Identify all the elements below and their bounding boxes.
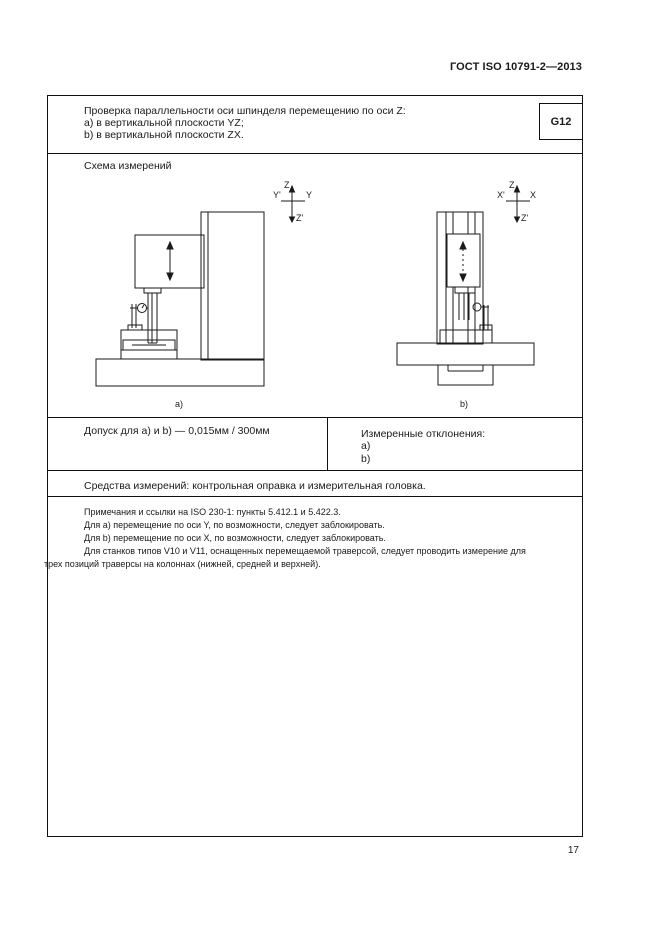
- notes-line-3: Для b) перемещение по оси X, по возможности, следует заблокировать.: [84, 533, 386, 543]
- notes-line-2: Для a) перемещение по оси Y, по возможности, следует заблокировать.: [84, 520, 385, 530]
- axis-b-z-prime: Z': [521, 213, 529, 223]
- row-divider: [48, 496, 582, 497]
- check-title: Проверка параллельности оси шпинделя перемещению по оси Z:: [84, 105, 406, 117]
- axis-a-z: Z: [284, 180, 290, 190]
- diagram-heading: Схема измерений: [84, 160, 172, 172]
- check-code-box: [539, 103, 583, 140]
- instruments-text: Средства измерений: контрольная оправка и измерительная головка.: [84, 480, 426, 492]
- machine-front-view: [397, 212, 534, 385]
- check-item-b: b) в вертикальной плоскости ZX.: [84, 129, 244, 141]
- notes-line-5: трех позиций траверсы на колоннах (нижней, средней и верхней).: [44, 559, 321, 569]
- axis-a-y-prime: Y': [273, 190, 281, 200]
- measurement-diagram: [48, 178, 582, 418]
- tolerance-text: Допуск для a) и b) — 0,015мм / 300мм: [84, 425, 270, 437]
- measured-b: b): [361, 453, 371, 465]
- diagram-label-b: b): [460, 399, 469, 409]
- axis-b-x-prime: X': [497, 190, 505, 200]
- axis-a-z-prime: Z': [296, 213, 304, 223]
- diagram-label-a: a): [175, 399, 184, 409]
- page-number: 17: [567, 845, 579, 856]
- check-code: G12: [550, 115, 572, 128]
- table-front: [397, 343, 534, 365]
- row-divider: [48, 470, 582, 471]
- check-item-a: a) в вертикальной плоскости YZ;: [84, 117, 244, 129]
- inspection-form: [44, 95, 583, 837]
- notes-line-4: Для станков типов V10 и V11, оснащенных перемещаемой траверсой, следует проводить измерение для: [84, 546, 526, 556]
- axis-a-y: Y: [306, 190, 313, 200]
- notes-line-1: Примечания и ссылки на ISO 230-1: пункты 5.412.1 и 5.422.3.: [84, 507, 341, 517]
- column-divider: [327, 417, 328, 470]
- document-header: ГОСТ ISO 10791-2—2013: [449, 61, 582, 73]
- measured-label: Измеренные отклонения:: [361, 428, 486, 440]
- machine-side-view: [96, 212, 264, 386]
- row-divider: [48, 153, 582, 154]
- axis-b-x: X: [530, 190, 537, 200]
- axis-b-z: Z: [509, 180, 515, 190]
- row-divider: [48, 417, 582, 418]
- measured-a: a): [361, 440, 371, 452]
